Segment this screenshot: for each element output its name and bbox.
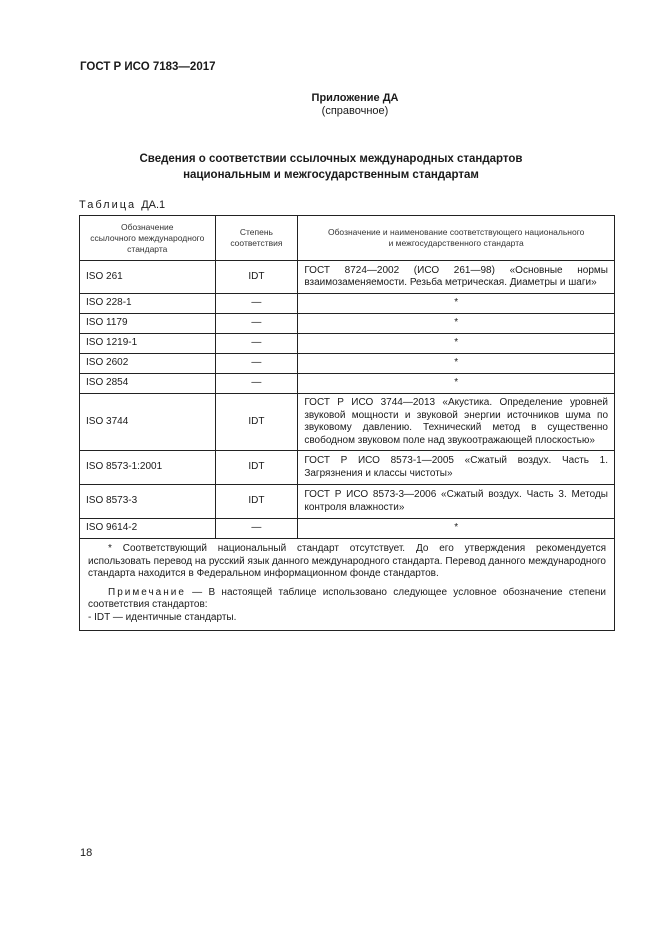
table-row <box>80 451 615 485</box>
appendix-title: Приложение ДА <box>311 92 399 104</box>
table-caption-word: Таблица <box>79 199 137 211</box>
degree-cell: — <box>215 334 298 354</box>
table-footer-row <box>80 539 615 631</box>
degree-cell: — <box>215 354 298 374</box>
degree-cell: IDT <box>215 485 298 519</box>
degree-cell: — <box>215 314 298 334</box>
gost-cell: ГОСТ Р ИСО 8573-1—2005 «Сжатый воздух. Часть 1. Загрязнения и классы чистоты» <box>298 451 615 485</box>
section-title-line-2: национальным и межгосударственным стандартам <box>183 169 479 181</box>
iso-code-cell: ISO 3744 <box>80 394 216 451</box>
gost-cell: * <box>298 374 615 394</box>
table-row <box>80 374 615 394</box>
degree-cell: IDT <box>215 394 298 451</box>
page-number: 18 <box>80 847 93 859</box>
gost-cell: * <box>298 314 615 334</box>
table-row <box>80 394 615 451</box>
table-row <box>80 485 615 519</box>
table-caption-number: ДА.1 <box>141 199 166 211</box>
iso-code-cell: ISO 8573-3 <box>80 485 216 519</box>
iso-code-cell: ISO 8573-1:2001 <box>80 451 216 485</box>
note-label: Примечание <box>108 586 186 598</box>
gost-cell: ГОСТ 8724—2002 (ИСО 261—98) «Основные нормы взаимозаменяемости. Резьба метрическая. Диаметры и шаги» <box>298 261 615 294</box>
header-national-standard: Обозначение и наименование соответствующего национального и межгосударственного стандарта <box>298 216 615 261</box>
table-row <box>80 334 615 354</box>
note <box>88 587 606 612</box>
table-row <box>80 261 615 294</box>
gost-cell: * <box>298 354 615 374</box>
iso-code-cell: ISO 2854 <box>80 374 216 394</box>
gost-cell: * <box>298 294 615 314</box>
table-row <box>80 354 615 374</box>
header-degree: Степень соответствия <box>215 216 298 261</box>
note-item: - IDT — идентичные стандарты. <box>88 611 237 623</box>
footnote: * Соответствующий национальный стандарт отсутствует. До его утверждения рекомендуется использовать перевод на русский язык данного международного стандарта. Перевод данного международного стандарта находится в Федеральном информационном фонде стандартов. <box>88 543 606 579</box>
table-caption <box>79 199 165 211</box>
correspondence-table <box>79 215 615 631</box>
iso-code-cell: ISO 261 <box>80 261 216 294</box>
appendix-subtitle: (справочное) <box>321 105 389 117</box>
gost-cell: * <box>298 519 615 539</box>
iso-code-cell: ISO 1179 <box>80 314 216 334</box>
gost-cell: * <box>298 334 615 354</box>
iso-code-cell: ISO 9614-2 <box>80 519 216 539</box>
degree-cell: — <box>215 374 298 394</box>
table-header-row <box>80 216 615 261</box>
table-row <box>80 519 615 539</box>
note-text: — В настоящей таблице использовано следующее условное обозначение степени соответствия стандартов: <box>88 586 606 610</box>
degree-cell: — <box>215 519 298 539</box>
gost-cell: ГОСТ Р ИСО 8573-3—2006 «Сжатый воздух. Часть 3. Методы контроля влажности» <box>298 485 615 519</box>
iso-code-cell: ISO 2602 <box>80 354 216 374</box>
section-title-line-1: Сведения о соответствии ссылочных международных стандартов <box>139 153 523 165</box>
table-footer-cell <box>80 539 615 631</box>
iso-code-cell: ISO 1219-1 <box>80 334 216 354</box>
table-row <box>80 314 615 334</box>
iso-code-cell: ISO 228-1 <box>80 294 216 314</box>
header-international-standard: Обозначение ссылочного международного стандарта <box>80 216 216 261</box>
gost-cell: ГОСТ Р ИСО 3744—2013 «Акустика. Определение уровней звуковой мощности и звуковой энергии источников шума по звуковому давлению. Технический метод в существенно свободном звуковом поле над звукоотражающей плоскостью» <box>298 394 615 451</box>
degree-cell: IDT <box>215 451 298 485</box>
degree-cell: — <box>215 294 298 314</box>
degree-cell: IDT <box>215 261 298 294</box>
section-title <box>80 151 582 183</box>
document-code: ГОСТ Р ИСО 7183—2017 <box>80 61 216 73</box>
table-row <box>80 294 615 314</box>
